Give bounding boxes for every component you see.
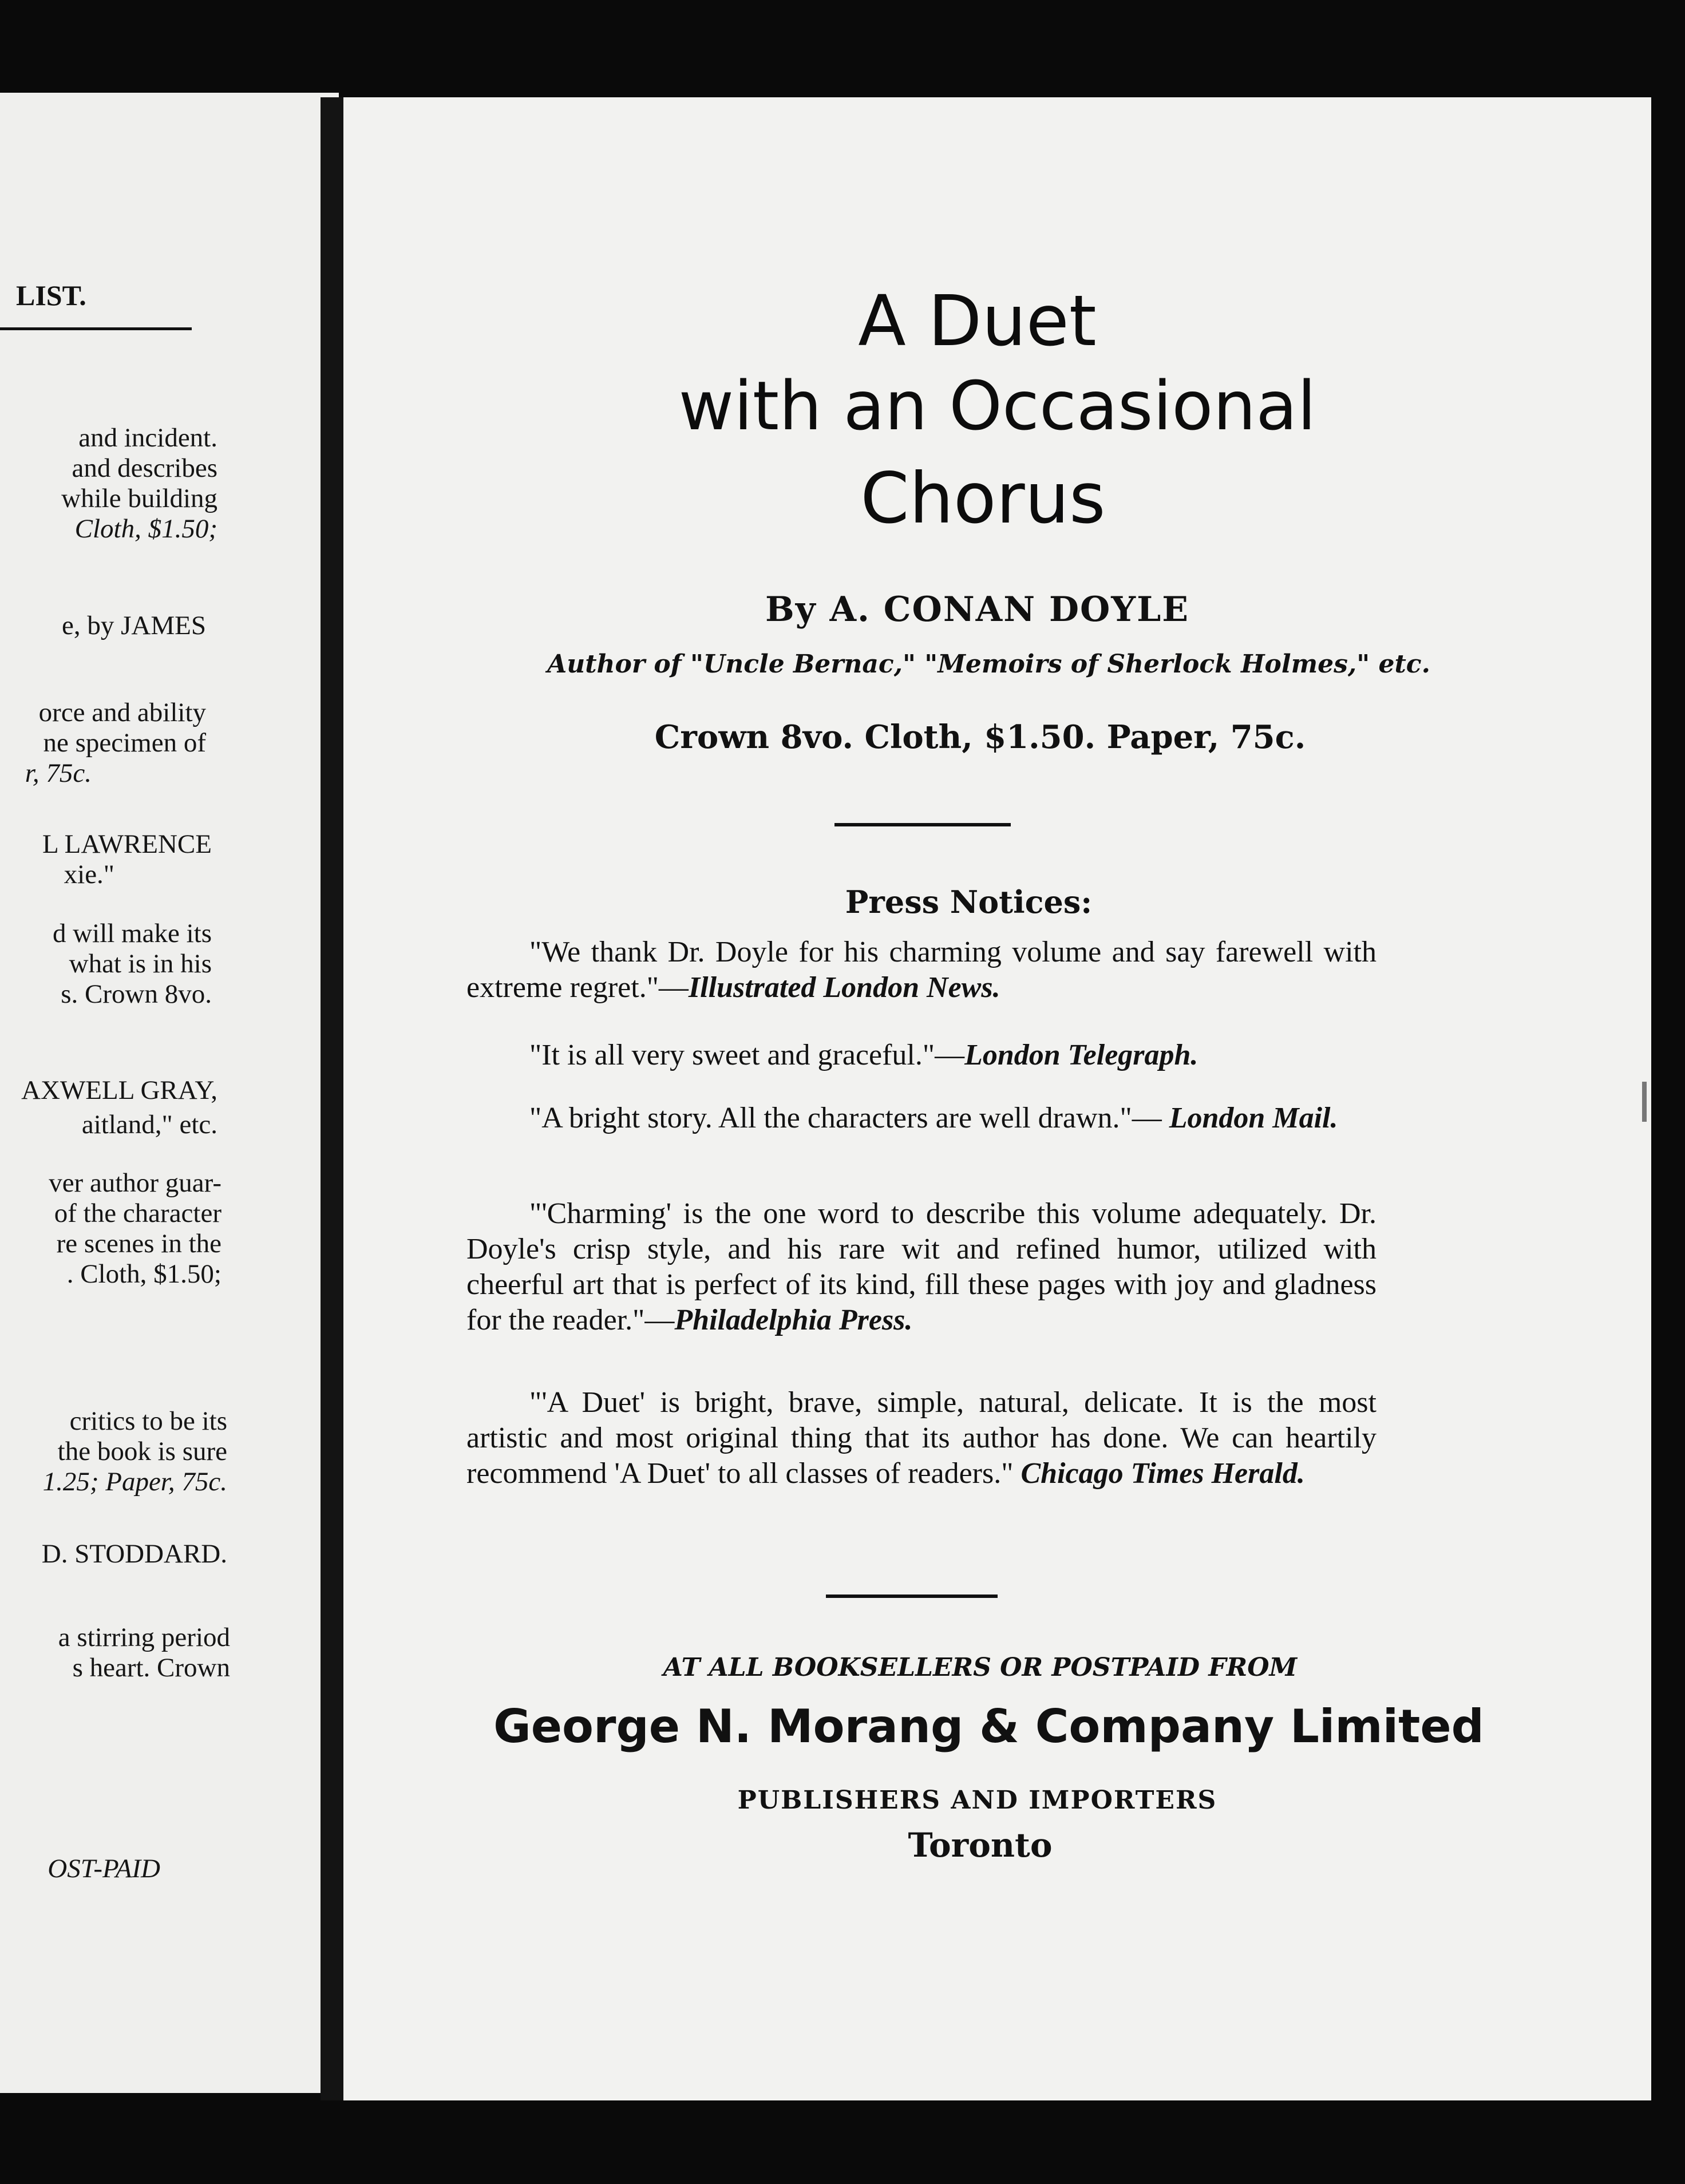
left-line: s heart. Crown [72, 1653, 230, 1683]
left-line: the book is sure [57, 1437, 227, 1466]
left-line: AXWELL GRAY, [21, 1075, 217, 1105]
left-line: OST-PAID [48, 1854, 160, 1884]
notice-text: "'A Duet' is bright, brave, simple, natural, delicate. It is the most artistic and most original thing that its author has done. We can heartily recommend 'A Duet' to all classes of readers." [466, 1386, 1377, 1490]
notice-text: "We thank Dr. Doyle for his charming volume and say farewell with extreme regret."— [466, 936, 1377, 1004]
left-line: aitland," etc. [81, 1110, 217, 1140]
press-notice [466, 1385, 1377, 1491]
left-line: e, by JAMES [62, 611, 206, 640]
left-line: ver author guar- [49, 1168, 221, 1198]
press-notice [466, 1101, 1377, 1136]
notice-text: "A bright story. All the characters are well drawn."— [529, 1102, 1169, 1134]
press-notice [466, 935, 1377, 1006]
left-line: critics to be its [69, 1406, 227, 1436]
left-list-title: LIST. [16, 279, 86, 311]
advertisement-page [343, 97, 1651, 2100]
left-facing-page [0, 93, 339, 2093]
left-line: of the character [54, 1198, 221, 1228]
left-line: while building [61, 484, 217, 513]
section-rule [834, 823, 1011, 826]
left-line: ne specimen of [43, 728, 206, 758]
author-byline: By A. CONAN DOYLE [765, 589, 1189, 630]
left-line: d will make its [52, 919, 212, 948]
book-title-line-2: with an Occasional [678, 366, 1316, 445]
notice-source: London Mail. [1169, 1102, 1338, 1134]
left-line: and incident. [78, 423, 217, 453]
left-line: s. Crown 8vo. [61, 979, 212, 1009]
format-and-price: Crown 8vo. Cloth, $1.50. Paper, 75c. [654, 718, 1306, 756]
left-line: 1.25; Paper, 75c. [42, 1467, 227, 1497]
left-line: r, 75c. [25, 758, 92, 788]
left-line: a stirring period [58, 1623, 230, 1652]
notice-source: Philadelphia Press. [674, 1304, 913, 1336]
book-title-line-3: Chorus [860, 458, 1106, 539]
section-rule [826, 1595, 998, 1598]
author-credits: Author of "Uncle Bernac," "Memoirs of Sherlock Holmes," etc. [547, 650, 1430, 679]
press-notices-heading: Press Notices: [845, 884, 1093, 920]
page-edge-mark [1642, 1082, 1647, 1122]
left-line: and describes [72, 453, 217, 483]
left-line: xie." [64, 860, 114, 889]
publisher-name: George N. Morang & Company Limited [493, 1700, 1484, 1753]
left-line: L LAWRENCE [42, 829, 212, 859]
book-title-line-1: A Duet [858, 280, 1097, 362]
left-line: Cloth, $1.50; [74, 514, 217, 544]
booksellers-line: AT ALL BOOKSELLERS OR POSTPAID FROM [663, 1653, 1298, 1682]
left-line: orce and ability [38, 698, 206, 727]
left-title-rule [0, 327, 192, 330]
press-notice [466, 1038, 1377, 1073]
publisher-subtitle: PUBLISHERS AND IMPORTERS [737, 1786, 1217, 1815]
left-line: re scenes in the [56, 1229, 221, 1259]
notice-source: Illustrated London News. [688, 971, 1000, 1004]
publisher-city: Toronto [908, 1826, 1053, 1865]
notice-source: London Telegraph. [964, 1039, 1199, 1071]
left-line: what is in his [69, 949, 212, 979]
press-notice [466, 1196, 1377, 1338]
notice-text: "It is all very sweet and graceful."— [529, 1039, 965, 1071]
notice-source: Chicago Times Herald. [1021, 1457, 1305, 1490]
left-line: D. STODDARD. [41, 1539, 227, 1569]
notice-text: "'Charming' is the one word to describe this volume adequately. Dr. Doyle's crisp style, and his rare wit and refined humor, utilized with cheerful art that is perfect of its kind, fill these pages with joy and gladness for the reader."— [466, 1197, 1377, 1336]
book-gutter [321, 97, 346, 2100]
left-line: . Cloth, $1.50; [66, 1259, 221, 1289]
